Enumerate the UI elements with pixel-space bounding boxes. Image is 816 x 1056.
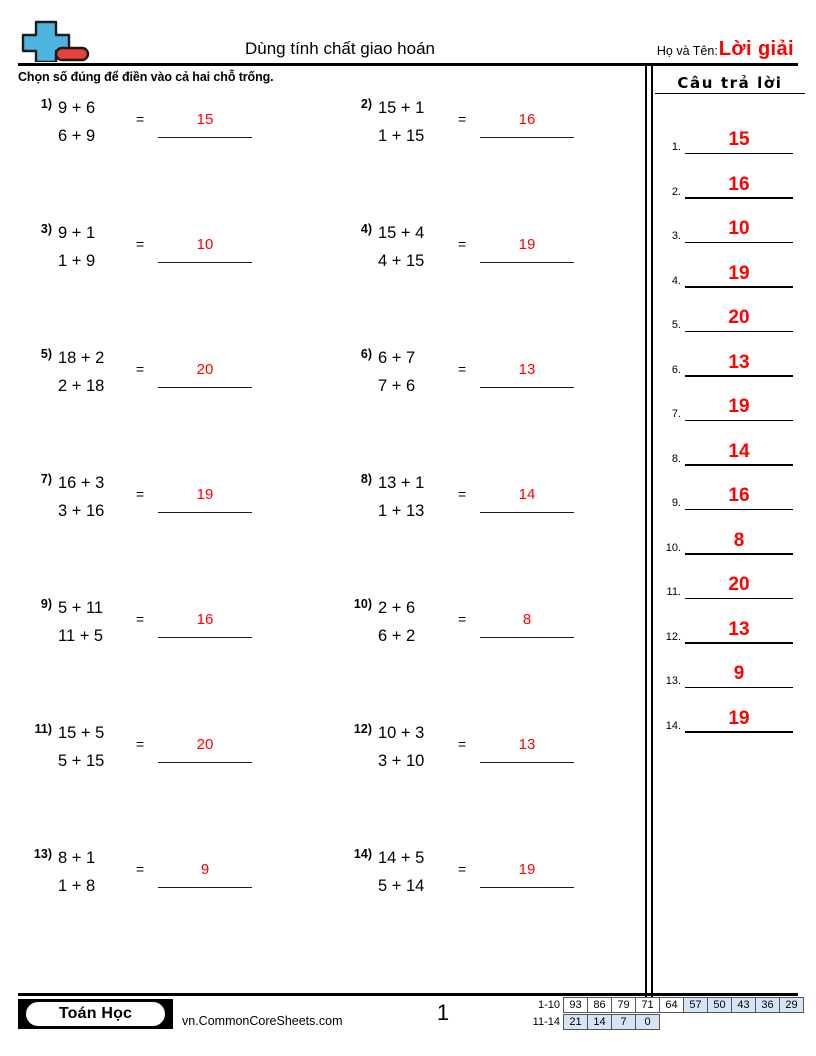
score-cell: 21 xyxy=(563,1014,588,1030)
plus-minus-icon xyxy=(18,18,92,62)
answer-key-value: 16 xyxy=(728,173,750,195)
problem-expression xyxy=(58,844,95,900)
score-cell: 0 xyxy=(635,1014,660,1030)
problem-number: 10) xyxy=(353,597,372,611)
answer-value: 19 xyxy=(518,236,536,253)
answer-blank[interactable] xyxy=(480,360,574,388)
problem-expression xyxy=(378,344,415,400)
problem-expression xyxy=(378,94,424,150)
problem-number: 4) xyxy=(360,222,372,236)
equals-sign: = xyxy=(458,111,467,127)
footer-divider xyxy=(18,993,798,996)
score-row xyxy=(528,1014,804,1030)
answer-key-underline xyxy=(685,331,793,332)
answer-key-row[interactable] xyxy=(655,513,807,555)
problem-item xyxy=(18,717,318,797)
answer-key-row[interactable] xyxy=(655,201,807,243)
answer-underline xyxy=(158,387,252,388)
equals-sign: = xyxy=(136,861,145,877)
problem-number: 13) xyxy=(33,847,52,861)
equals-sign: = xyxy=(136,361,145,377)
expression-line-1: 15 + 4 xyxy=(378,224,425,242)
answer-key-index: 1. xyxy=(671,141,681,153)
expression-line-2: 3 + 16 xyxy=(58,502,105,520)
answer-key-index: 8. xyxy=(671,452,681,465)
problem-number: 5) xyxy=(40,347,52,361)
column-divider-right xyxy=(651,64,653,1010)
answer-underline xyxy=(158,887,252,888)
brand-logo xyxy=(18,999,173,1029)
answer-blank[interactable] xyxy=(158,860,252,888)
answer-key-row[interactable] xyxy=(655,557,807,599)
answer-key-value: 13 xyxy=(728,351,750,373)
problem-item xyxy=(18,217,318,297)
equals-sign: = xyxy=(458,861,467,877)
answer-key-value: 20 xyxy=(728,307,750,328)
problem-number: 2) xyxy=(360,97,372,111)
score-cell: 43 xyxy=(731,997,756,1013)
expression-line-1: 15 + 1 xyxy=(378,99,425,117)
answer-key-value: 8 xyxy=(733,529,745,551)
problem-number: 11) xyxy=(34,722,52,736)
page-title: Dùng tính chất giao hoán xyxy=(245,39,435,58)
expression-line-2: 6 + 9 xyxy=(58,127,96,145)
problem-expression xyxy=(58,94,95,150)
answer-underline xyxy=(158,262,252,263)
answer-underline xyxy=(158,762,252,763)
problem-item xyxy=(338,717,638,797)
name-value: Lời giải xyxy=(718,38,794,60)
answer-value: 8 xyxy=(522,611,532,628)
answer-key-underline xyxy=(685,464,793,465)
answer-value: 14 xyxy=(518,486,536,503)
problem-expression xyxy=(378,594,415,650)
answer-blank[interactable] xyxy=(158,110,252,138)
answer-underline xyxy=(480,262,574,263)
answer-key-value: 15 xyxy=(728,129,750,150)
score-cell: 50 xyxy=(707,997,732,1013)
answer-blank[interactable] xyxy=(158,235,252,263)
score-cell: 29 xyxy=(779,997,804,1013)
score-cell: 71 xyxy=(635,997,660,1013)
problem-number: 14) xyxy=(353,847,372,861)
answer-key-row[interactable] xyxy=(655,379,807,421)
name-field xyxy=(657,38,794,61)
answer-blank[interactable] xyxy=(158,735,252,763)
problem-expression xyxy=(58,719,104,775)
problem-item xyxy=(18,342,318,422)
expression-line-2: 1 + 15 xyxy=(378,127,425,145)
worksheet-header xyxy=(0,0,816,64)
answer-blank[interactable] xyxy=(480,610,574,638)
expression-line-2: 5 + 15 xyxy=(58,752,105,770)
answer-key-underline xyxy=(685,687,793,688)
answer-value: 19 xyxy=(196,486,214,503)
answer-value: 13 xyxy=(518,361,536,378)
answer-underline xyxy=(480,512,574,513)
answer-underline xyxy=(480,137,574,138)
answer-underline xyxy=(158,137,252,138)
score-cell: 79 xyxy=(611,997,636,1013)
expression-line-2: 5 + 14 xyxy=(378,877,425,895)
problem-number: 6) xyxy=(360,347,372,361)
answer-blank[interactable] xyxy=(480,235,574,263)
answer-key-value: 13 xyxy=(728,618,750,640)
answer-value: 10 xyxy=(196,236,214,253)
answer-key-row[interactable] xyxy=(655,290,807,332)
answer-underline xyxy=(480,887,574,888)
score-cell: 86 xyxy=(587,997,612,1013)
problem-number: 7) xyxy=(40,472,52,486)
answer-underline xyxy=(158,637,252,638)
score-cell: 93 xyxy=(563,997,588,1013)
answer-key-row[interactable] xyxy=(655,468,807,510)
answer-key-index: 12. xyxy=(665,630,681,643)
problem-expression xyxy=(58,469,104,525)
expression-line-1: 10 + 3 xyxy=(378,724,425,742)
score-cell: 7 xyxy=(611,1014,636,1030)
problem-number: 9) xyxy=(40,597,52,611)
answer-blank[interactable] xyxy=(158,610,252,638)
problem-number: 3) xyxy=(40,222,52,236)
expression-line-2: 2 + 18 xyxy=(58,377,105,395)
answer-value: 20 xyxy=(196,736,214,753)
problem-number: 1) xyxy=(40,97,52,111)
equals-sign: = xyxy=(136,486,145,502)
problem-number: 8) xyxy=(360,472,372,486)
answer-blank[interactable] xyxy=(480,860,574,888)
answer-key-underline xyxy=(685,509,793,510)
equals-sign: = xyxy=(458,736,467,752)
problem-item xyxy=(338,92,638,172)
expression-line-1: 14 + 5 xyxy=(378,849,425,867)
column-divider-left xyxy=(645,64,647,1010)
expression-line-1: 9 + 6 xyxy=(58,99,96,117)
score-cell: 36 xyxy=(755,997,780,1013)
answer-blank[interactable] xyxy=(158,485,252,513)
problem-item xyxy=(338,342,638,422)
problem-expression xyxy=(58,344,104,400)
problem-expression xyxy=(378,469,424,525)
expression-line-1: 2 + 6 xyxy=(378,599,416,617)
problem-expression xyxy=(378,844,424,900)
answer-blank[interactable] xyxy=(480,485,574,513)
answer-key-value: 19 xyxy=(728,707,750,729)
problem-item xyxy=(18,842,318,922)
answer-key-value: 19 xyxy=(728,262,750,284)
equals-sign: = xyxy=(136,736,145,752)
answer-value: 9 xyxy=(200,861,210,878)
score-cell: 57 xyxy=(683,997,708,1013)
answer-key-underline xyxy=(685,375,793,376)
answer-key-panel xyxy=(655,64,816,1010)
answer-underline xyxy=(480,637,574,638)
expression-line-2: 11 + 5 xyxy=(58,627,104,645)
expression-line-2: 4 + 15 xyxy=(378,252,425,270)
problem-expression xyxy=(58,594,103,650)
equals-sign: = xyxy=(458,486,467,502)
answer-key-underline xyxy=(685,197,793,198)
brand-name: Toán Học xyxy=(26,1002,165,1026)
answer-key-value: 9 xyxy=(733,663,745,684)
score-cell: 64 xyxy=(659,997,684,1013)
expression-line-1: 8 + 1 xyxy=(58,849,96,867)
answer-blank[interactable] xyxy=(158,360,252,388)
answer-key-underline xyxy=(685,598,793,599)
answer-blank[interactable] xyxy=(480,735,574,763)
answer-blank[interactable] xyxy=(480,110,574,138)
problem-item xyxy=(338,217,638,297)
name-label: Họ và Tên: xyxy=(656,44,718,58)
score-conversion-table xyxy=(528,997,804,1030)
score-row-label: 11-14 xyxy=(532,1016,560,1028)
problem-grid xyxy=(0,92,640,960)
expression-line-1: 6 + 7 xyxy=(378,349,416,367)
answer-key-value: 14 xyxy=(728,440,750,462)
expression-line-2: 1 + 9 xyxy=(58,252,96,270)
answer-key-underline xyxy=(685,642,793,643)
problem-item xyxy=(18,467,318,547)
expression-line-2: 1 + 8 xyxy=(58,877,96,895)
answer-key-underline xyxy=(685,286,793,287)
problem-item xyxy=(18,592,318,672)
expression-line-1: 13 + 1 xyxy=(378,474,425,492)
answer-key-index: 10. xyxy=(665,541,681,554)
answer-key-value: 19 xyxy=(728,396,750,417)
answer-key-row[interactable] xyxy=(655,424,807,466)
answer-key-index: 11. xyxy=(666,586,681,598)
answer-key-row[interactable] xyxy=(655,246,807,288)
expression-line-1: 16 + 3 xyxy=(58,474,105,492)
answer-key-index: 3. xyxy=(671,230,681,242)
answer-key-index: 14. xyxy=(665,719,681,732)
problem-item xyxy=(338,842,638,922)
answer-key-row[interactable] xyxy=(655,112,807,154)
page-number: 1 xyxy=(436,1000,450,1025)
answer-key-index: 2. xyxy=(671,185,681,198)
equals-sign: = xyxy=(136,611,145,627)
problem-number: 12) xyxy=(353,722,372,736)
answer-key-value: 10 xyxy=(728,218,750,239)
site-url: vn.CommonCoreSheets.com xyxy=(182,1014,343,1028)
answer-key-index: 6. xyxy=(671,363,681,376)
answer-value: 19 xyxy=(518,861,536,878)
answer-value: 13 xyxy=(518,736,536,753)
answer-underline xyxy=(480,762,574,763)
instruction-text: Chọn số đúng để điền vào cả hai chỗ trống. xyxy=(18,70,274,84)
equals-sign: = xyxy=(136,236,145,252)
answer-key-index: 5. xyxy=(671,319,681,331)
answer-key-row[interactable] xyxy=(655,602,807,644)
problem-expression xyxy=(378,219,424,275)
answer-value: 16 xyxy=(518,111,536,128)
problem-item xyxy=(18,92,318,172)
answer-key-title: Câu trả lời xyxy=(655,74,805,94)
expression-line-2: 7 + 6 xyxy=(378,377,416,395)
problem-item xyxy=(338,467,638,547)
answer-key-index: 13. xyxy=(665,675,681,687)
answer-value: 16 xyxy=(196,611,214,628)
score-row-label: 1-10 xyxy=(537,999,560,1011)
problem-expression xyxy=(378,719,424,775)
problem-expression xyxy=(58,219,95,275)
equals-sign: = xyxy=(458,361,467,377)
answer-key-underline xyxy=(685,242,793,243)
answer-key-underline xyxy=(685,731,793,732)
answer-underline xyxy=(158,512,252,513)
answer-key-row[interactable] xyxy=(655,691,807,733)
score-cell: 14 xyxy=(587,1014,612,1030)
answer-key-value: 20 xyxy=(728,574,750,595)
answer-key-row[interactable] xyxy=(655,646,807,688)
equals-sign: = xyxy=(458,236,467,252)
equals-sign: = xyxy=(136,111,145,127)
answer-key-row[interactable] xyxy=(655,335,807,377)
expression-line-1: 5 + 11 xyxy=(58,599,104,617)
answer-underline xyxy=(480,387,574,388)
expression-line-1: 15 + 5 xyxy=(58,724,105,742)
score-row xyxy=(528,997,804,1013)
expression-line-2: 3 + 10 xyxy=(378,752,425,770)
expression-line-1: 18 + 2 xyxy=(58,349,105,367)
answer-key-underline xyxy=(685,420,793,421)
answer-key-index: 4. xyxy=(671,274,681,287)
equals-sign: = xyxy=(458,611,467,627)
problem-item xyxy=(338,592,638,672)
answer-key-index: 7. xyxy=(671,408,681,420)
answer-key-underline xyxy=(685,553,793,554)
expression-line-2: 1 + 13 xyxy=(378,502,425,520)
answer-key-row[interactable] xyxy=(655,157,807,199)
expression-line-1: 9 + 1 xyxy=(58,224,96,242)
answer-value: 20 xyxy=(196,361,214,378)
answer-key-index: 9. xyxy=(671,497,681,509)
expression-line-2: 6 + 2 xyxy=(378,627,416,645)
answer-key-underline xyxy=(685,153,793,154)
answer-value: 15 xyxy=(196,111,214,128)
answer-key-value: 16 xyxy=(728,485,750,506)
